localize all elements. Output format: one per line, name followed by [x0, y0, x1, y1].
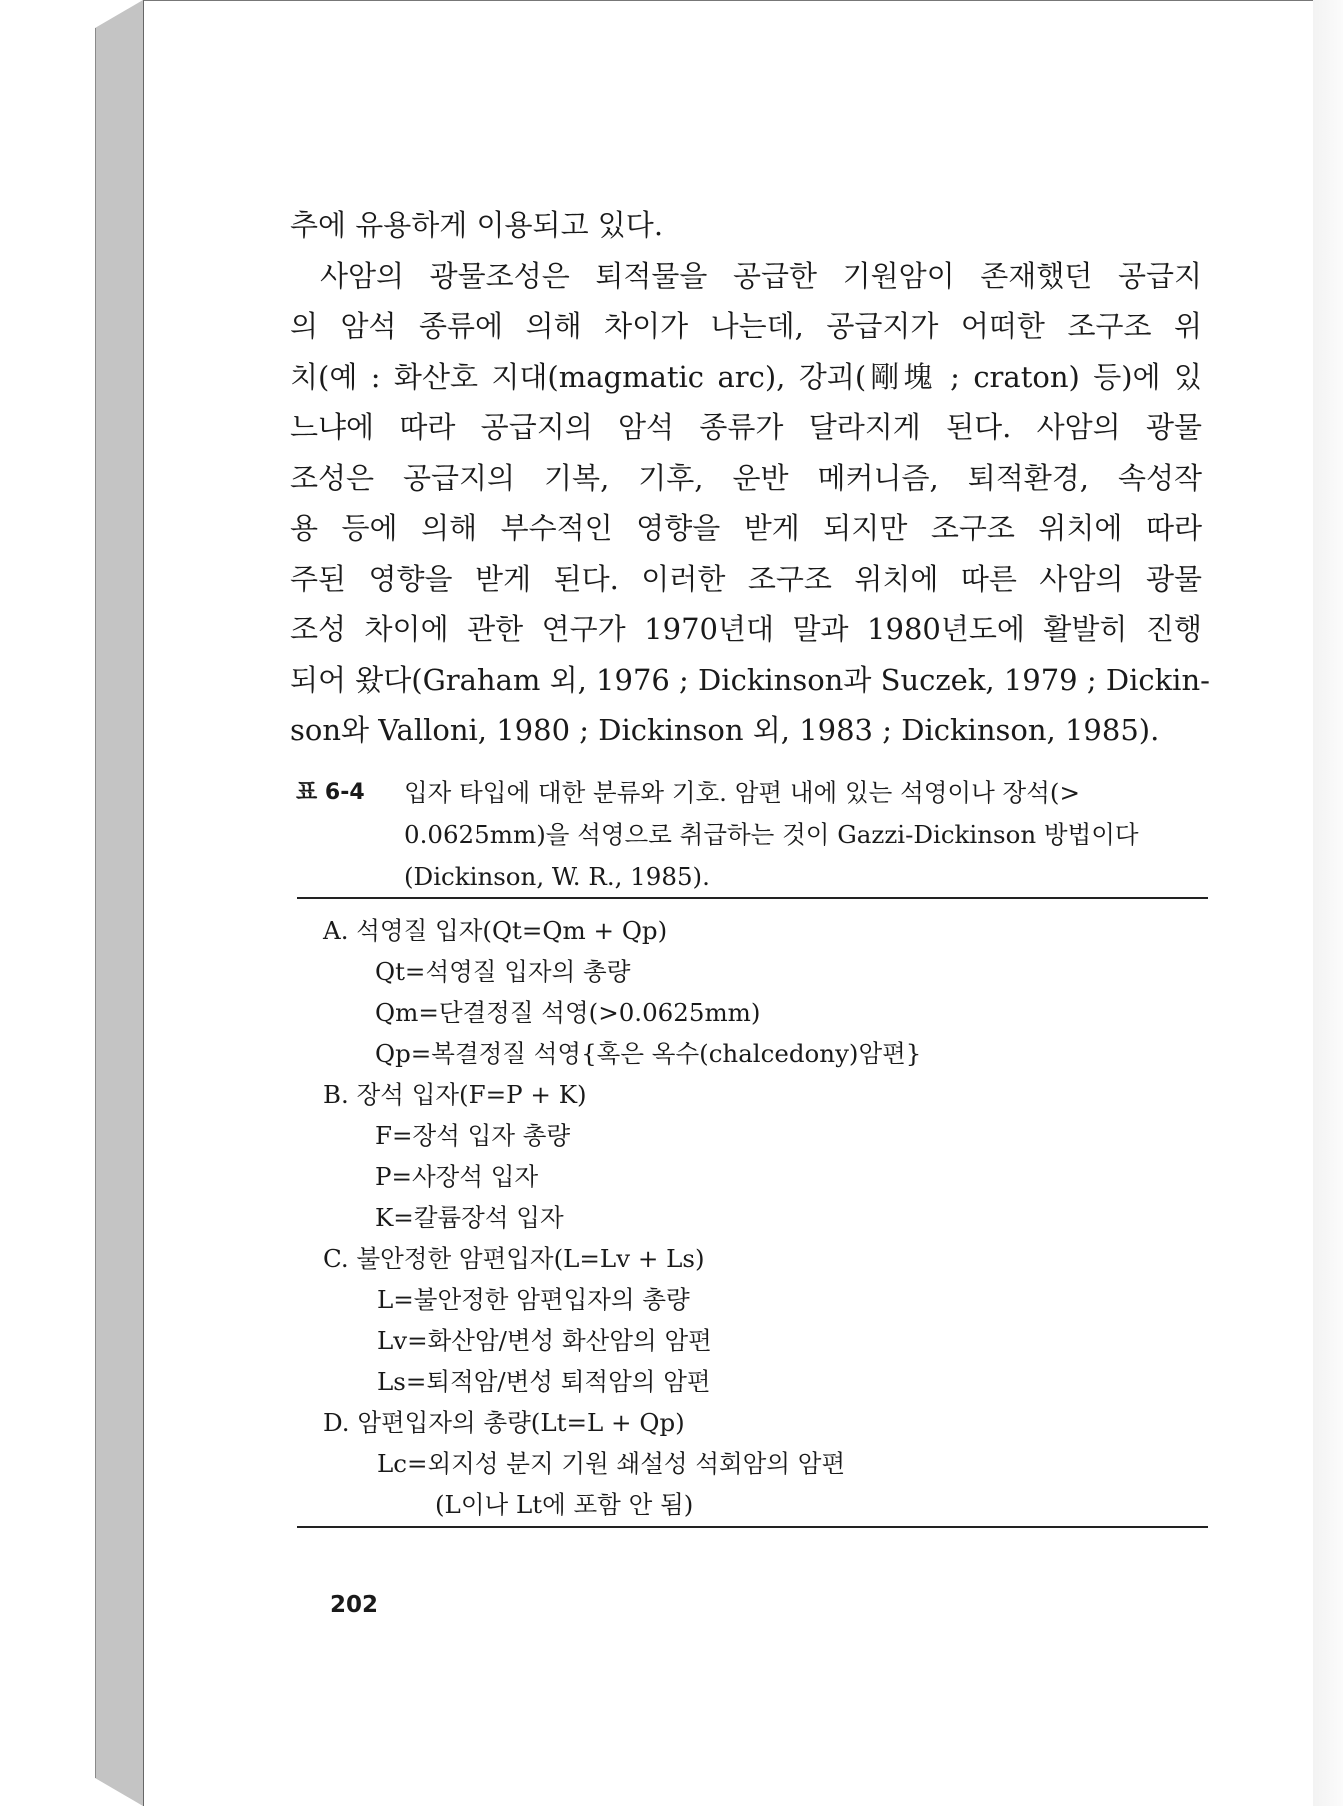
table-item: K=칼륨장석 입자 [375, 1203, 564, 1232]
body-line: 용 등에 의해 부수적인 영향을 받게 되지만 조구조 위치에 따라 [290, 511, 1202, 545]
table-item: Lv=화산암/변성 화산암의 암편 [377, 1326, 712, 1355]
caption-line: 0.0625mm)을 석영으로 취급하는 것이 Gazzi-Dickinson 방법이다 [404, 820, 1139, 849]
body-line: son와 Valloni, 1980 ; Dickinson 외, 1983 ; Dickinson, 1985). [290, 713, 1160, 747]
body-line: 주된 영향을 받게 된다. 이러한 조구조 위치에 따른 사암의 광물 [290, 561, 1202, 596]
body-line: 조성은 공급지의 기복, 기후, 운반 메커니즘, 퇴적환경, 속성작 [290, 460, 1202, 495]
table-item: F=장석 입자 총량 [375, 1121, 571, 1150]
table-label: 표 6-4 [296, 780, 365, 805]
body-line: 사암의 광물조성은 퇴적물을 공급한 기원암이 존재했던 공급지 [320, 258, 1202, 293]
table-item: Qp=복결정질 석영{혹은 옥수(chalcedony)암편} [375, 1039, 922, 1068]
table-item: P=사장석 입자 [375, 1162, 539, 1191]
table-item: Ls=퇴적암/변성 퇴적암의 암편 [377, 1367, 711, 1396]
table-item: L=불안정한 암편입자의 총량 [377, 1285, 690, 1314]
page-number: 202 [330, 1592, 379, 1618]
body-line: 조성 차이에 관한 연구가 1970년대 말과 1980년도에 활발히 진행 [290, 612, 1202, 646]
body-paragraph [290, 200, 1210, 756]
table-item: B. 장석 입자(F=P + K) [323, 1080, 587, 1109]
table-item: C. 불안정한 암편입자(L=Lv + Ls) [323, 1244, 705, 1273]
body-line: 추에 유용하게 이용되고 있다. [290, 208, 664, 242]
table-item: Qt=석영질 입자의 총량 [375, 957, 631, 986]
caption-line: 입자 타입에 대한 분류와 기호. 암편 내에 있는 석영이나 장석(> [404, 778, 1080, 807]
caption-line: (Dickinson, W. R., 1985). [404, 862, 710, 891]
table-top-rule [297, 897, 1208, 899]
book-spine [95, 0, 143, 1806]
spine-edge [95, 28, 96, 1778]
body-line: 느냐에 따라 공급지의 암석 종류가 달라지게 된다. 사암의 광물 [290, 410, 1202, 444]
table-item: Qm=단결정질 석영(>0.0625mm) [375, 998, 761, 1027]
table-bottom-rule [297, 1526, 1208, 1528]
table-item: (L이나 Lt에 포함 안 됨) [435, 1490, 694, 1519]
table-item: A. 석영질 입자(Qt=Qm + Qp) [323, 916, 668, 945]
body-line: 치(예 : 화산호 지대(magmatic arc), 강괴(剛塊 ; craton) 등)에 있 [290, 359, 1202, 394]
page-edge-shadow [1313, 0, 1343, 1806]
body-line: 의 암석 종류에 의해 차이가 나는데, 공급지가 어떠한 조구조 위 [290, 309, 1202, 343]
body-line: 되어 왔다(Graham 외, 1976 ; Dickinson과 Suczek, 1979 ; Dickin- [290, 662, 1210, 697]
table-item: Lc=외지성 분지 기원 쇄설성 석회암의 암편 [377, 1449, 846, 1478]
table-item: D. 암편입자의 총량(Lt=L + Qp) [323, 1408, 685, 1437]
